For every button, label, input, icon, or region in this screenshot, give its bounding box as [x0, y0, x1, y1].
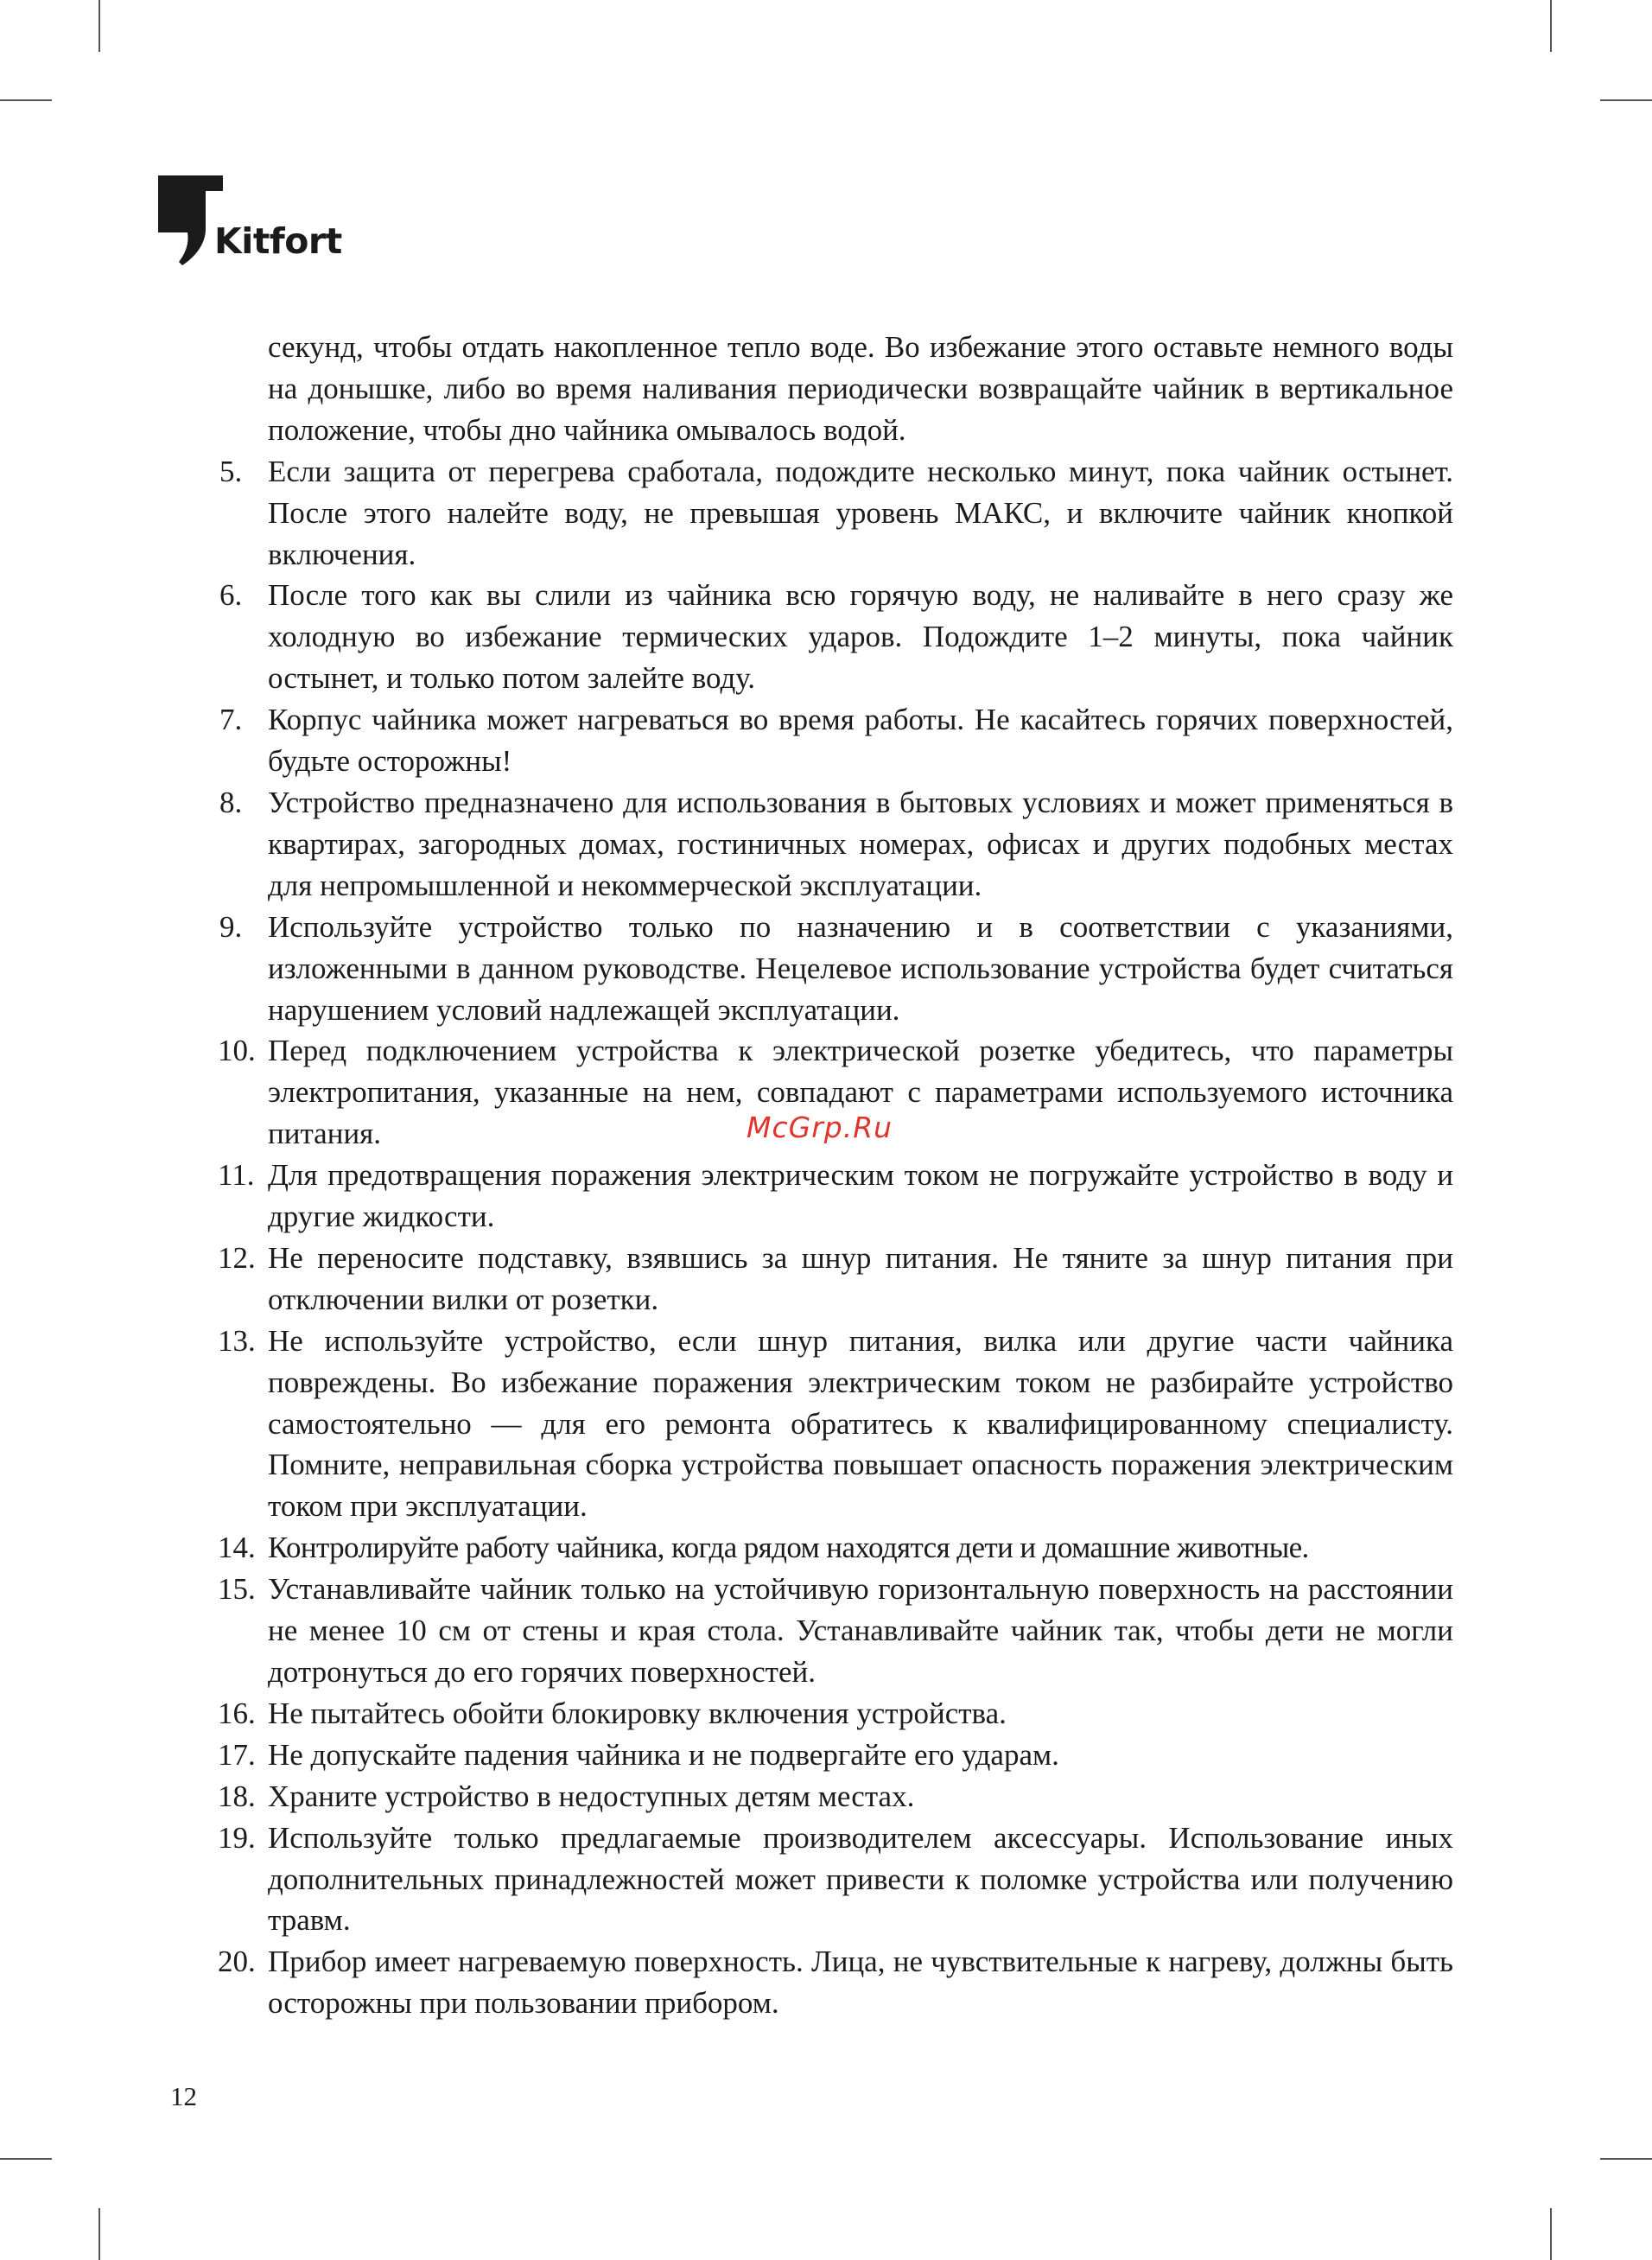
list-item [218, 1155, 1453, 1238]
item-number: 10. [218, 1034, 256, 1068]
list-item [218, 1569, 1453, 1693]
list-item [218, 1776, 1453, 1818]
list-item [218, 782, 1453, 907]
item-text: Перед подключением устройства к электрической розетке убедитесь, что параметры электропитания, указанные на нем, совпадают с параметрами используемого источника питания. [268, 1034, 1453, 1151]
item-number: 18. [218, 1779, 256, 1813]
item-text: Используйте только предлагаемые производителем аксессуары. Использование иных дополнительных принадлежностей может привести к поломке устройства или получению травм. [268, 1820, 1453, 1938]
item-number: 19. [218, 1820, 256, 1855]
item-number: 11. [218, 1158, 255, 1193]
item-number: 6. [219, 578, 243, 613]
item-text: Если защита от перегрева сработала, подождите несколько минут, пока чайник остынет. После этого налейте воду, не превышая уровень МАКС, и включите чайник кнопкой включения. [268, 454, 1453, 571]
list-item [218, 1238, 1453, 1321]
crop-mark-top-right [1550, 0, 1552, 52]
crop-mark-top-right-h [1600, 99, 1652, 101]
item-number: 9. [219, 909, 243, 944]
item-text: Корпус чайника может нагреваться во время работы. Не касайтесь горячих поверхностей, будьте осторожны! [268, 703, 1453, 779]
brand-name: Kitfort [214, 220, 342, 262]
intro-paragraph: секунд, чтобы отдать накопленное тепло воде. Во избежание этого оставьте немного воды на донышке, либо во время наливания периодически возвращайте чайник в вертикальное положение, чтобы дно чайника омывалось водой. [268, 330, 1453, 447]
crop-mark-bottom-right [1550, 2208, 1552, 2260]
crop-mark-bottom-right-h [1600, 2158, 1652, 2160]
item-number: 15. [218, 1572, 256, 1607]
item-text: Не переносите подставку, взявшись за шнур питания. Не тяните за шнур питания при отключении вилки от розетки. [268, 1240, 1453, 1316]
item-number: 20. [218, 1945, 256, 1979]
item-text: Для предотвращения поражения электрическим током не погружайте устройство в воду и другие жидкости. [268, 1158, 1453, 1234]
item-number: 7. [219, 703, 243, 737]
item-text: Храните устройство в недоступных детям местах. [268, 1779, 915, 1813]
item-text: Устанавливайте чайник только на устойчивую горизонтальную поверхность на расстоянии не менее 10 см от стены и края стола. Устанавливайте чайник так, чтобы дети не могли дотронуться до его горячих поверхностей. [268, 1572, 1453, 1689]
list-item [218, 1693, 1453, 1735]
item-text: После того как вы слили из чайника всю горячую воду, не наливайте в него сразу же холодную во избежание термических ударов. Подождите 1–2 минуты, пока чайник остынет, и только потом залейте воду. [268, 578, 1453, 696]
item-text: Не допускайте падения чайника и не подвергайте его ударам. [268, 1737, 1059, 1772]
crop-mark-top-left [98, 0, 100, 52]
item-number: 12. [218, 1240, 256, 1275]
item-number: 17. [218, 1737, 256, 1772]
item-text: Используйте устройство только по назначению и в соответствии с указаниями, изложенными в данном руководстве. Нецелевое использование устройства будет считаться нарушением условий надлежащей эксплуатации. [268, 909, 1453, 1027]
list-item [218, 451, 1453, 576]
item-number: 5. [219, 454, 243, 488]
list-item [218, 907, 1453, 1031]
watermark: McGrp.Ru [747, 1111, 893, 1144]
list-item [218, 699, 1453, 782]
list-item [218, 1321, 1453, 1528]
crop-mark-bottom-left [98, 2208, 100, 2260]
list-item [218, 575, 1453, 699]
list-item [218, 1527, 1453, 1569]
item-text: Устройство предназначено для использования в бытовых условиях и может применяться в квартирах, загородных домах, гостиничных номерах, офисах и других подобных местах для непромышленной и некоммерческой эксплуатации. [268, 785, 1453, 902]
item-text: Не используйте устройство, если шнур питания, вилка или другие части чайника повреждены. Во избежание поражения электрическим током не разбирайте устройство самостоятельно — для его ремонта обратитесь к квалифицированному специалисту. Помните, неправильная сборка устройства повышает опасность поражения электрическим током при эксплуатации. [268, 1323, 1453, 1524]
list-item [218, 1735, 1453, 1776]
list-item [218, 1818, 1453, 1942]
item-text: Контролируйте работу чайника, когда рядом находятся дети и домашние животные. [268, 1531, 1309, 1565]
crop-mark-bottom-left-h [0, 2158, 52, 2160]
safety-list [218, 451, 1453, 2024]
item-number: 14. [218, 1531, 256, 1565]
item-number: 16. [218, 1696, 256, 1730]
page-number: 12 [170, 2081, 197, 2111]
item-text: Не пытайтесь обойти блокировку включения устройства. [268, 1696, 1007, 1730]
list-item [218, 1941, 1453, 2024]
brand-logo [158, 175, 348, 271]
item-number: 13. [218, 1323, 256, 1358]
item-text: Прибор имеет нагреваемую поверхность. Лица, не чувствительные к нагреву, должны быть осторожны при пользовании прибором. [268, 1945, 1453, 2021]
instructions-text [218, 327, 1453, 2024]
item-number: 8. [219, 785, 243, 819]
crop-mark-top-left-h [0, 99, 52, 101]
